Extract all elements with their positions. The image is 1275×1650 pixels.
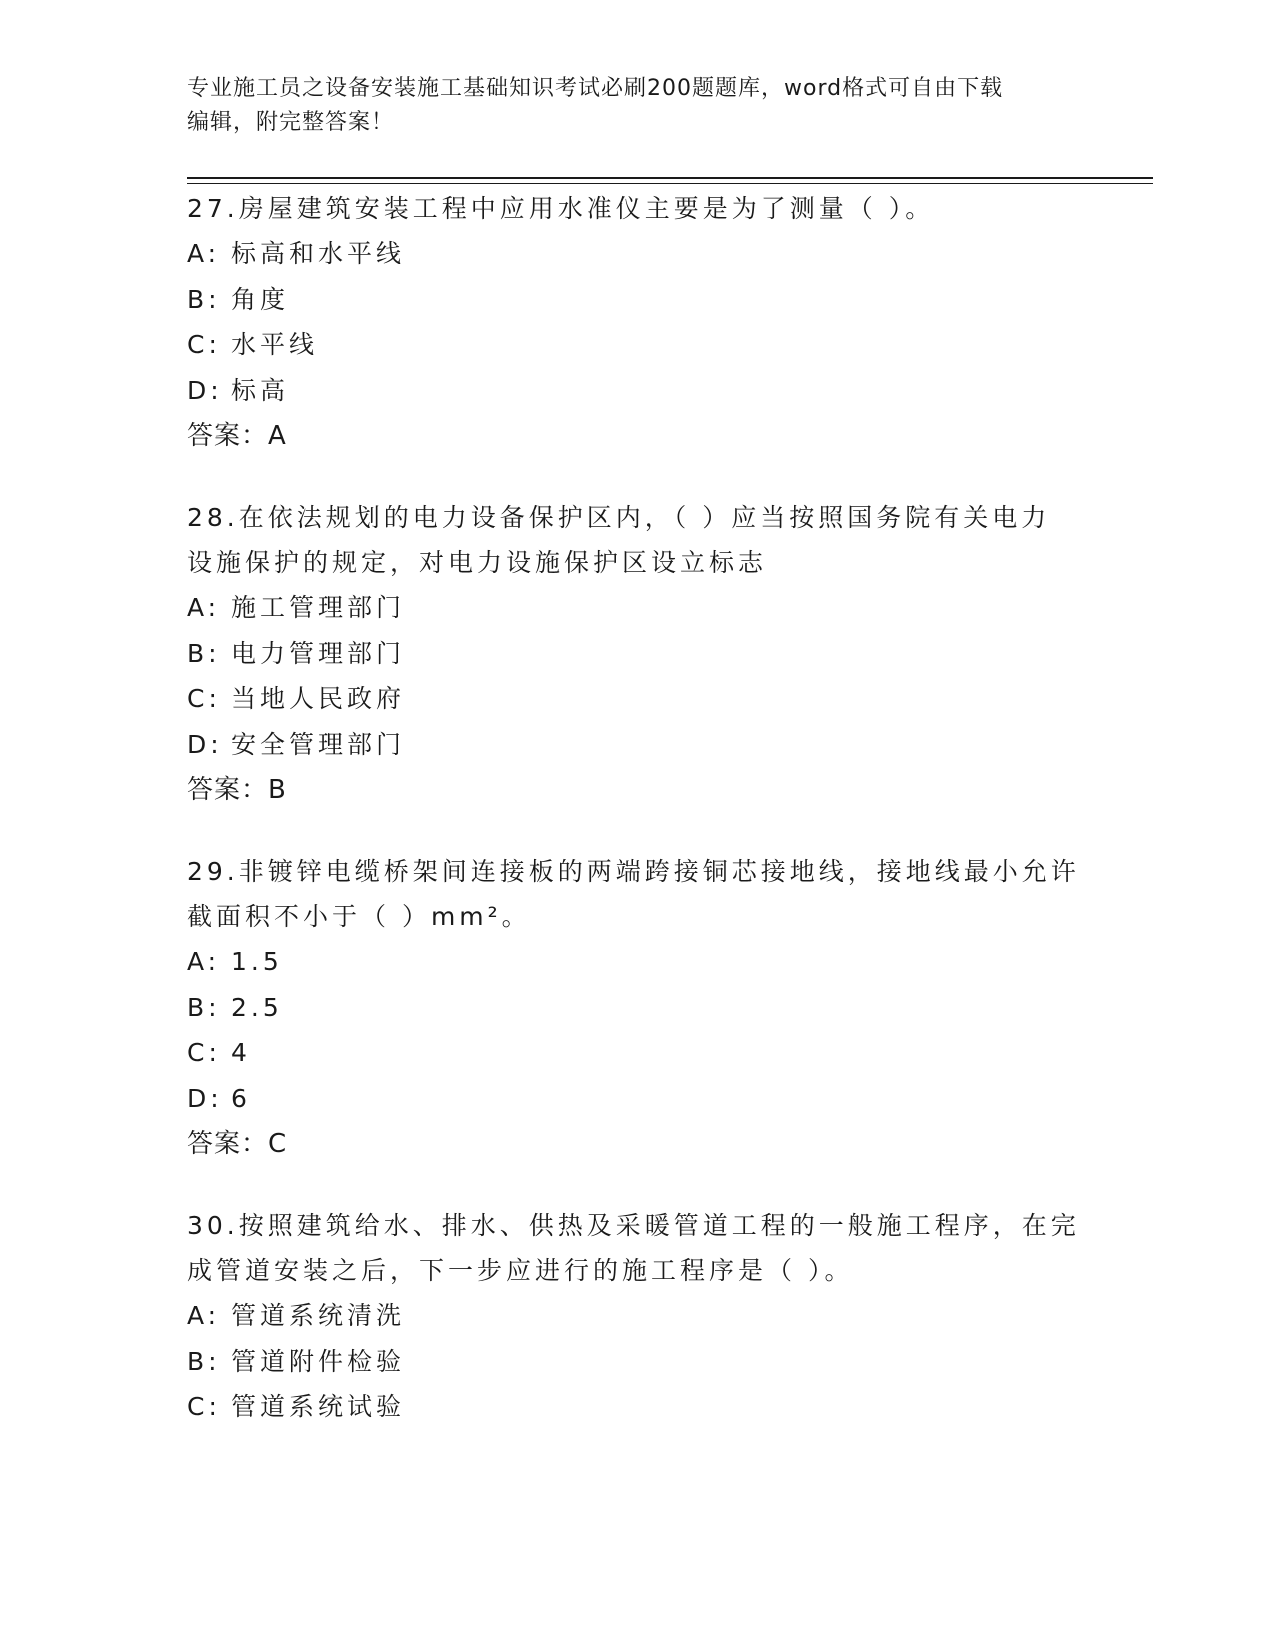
option-letter: A: bbox=[187, 947, 221, 976]
option-text: 管道附件检验 bbox=[231, 1346, 406, 1376]
question-stem-continued: 设施保护的规定，对电力设施保护区设立标志 bbox=[187, 548, 768, 577]
option-letter: C: bbox=[187, 684, 221, 713]
document-header bbox=[187, 72, 1067, 140]
option-letter: B: bbox=[187, 1346, 221, 1376]
header-rule-thin bbox=[187, 183, 1153, 184]
header-line-1: 专业施工员之设备安装施工基础知识考试必刷200题题库，word格式可自由下载 bbox=[187, 76, 1004, 101]
option-text: 安全管理部门 bbox=[231, 729, 406, 759]
question-list bbox=[187, 186, 1087, 1466]
option-letter: B: bbox=[187, 638, 221, 668]
option-a bbox=[187, 585, 1087, 631]
question-stem-continued: 成管道安装之后，下一步应进行的施工程序是（ ）。 bbox=[187, 1256, 854, 1285]
answer-label: 答案： bbox=[187, 1129, 269, 1159]
option-letter: A: bbox=[187, 1301, 221, 1330]
option-a bbox=[187, 1293, 1087, 1339]
option-text: 4 bbox=[231, 1038, 251, 1067]
option-letter: B: bbox=[187, 992, 221, 1022]
option-text: 角度 bbox=[231, 284, 290, 314]
option-letter: D: bbox=[187, 729, 223, 759]
option-text: 电力管理部门 bbox=[231, 638, 406, 668]
option-b bbox=[187, 631, 1087, 677]
option-a bbox=[187, 939, 1087, 985]
option-d bbox=[187, 1076, 1087, 1122]
question-29 bbox=[187, 849, 1087, 1167]
option-letter: C: bbox=[187, 330, 221, 359]
option-letter: D: bbox=[187, 1083, 223, 1113]
option-d bbox=[187, 722, 1087, 768]
option-letter: A: bbox=[187, 239, 221, 268]
option-c bbox=[187, 1030, 1087, 1076]
option-b bbox=[187, 1339, 1087, 1385]
option-b bbox=[187, 985, 1087, 1031]
option-d bbox=[187, 368, 1087, 414]
question-stem: 28.在依法规划的电力设备保护区内，（ ）应当按照国务院有关电力 bbox=[187, 503, 1051, 532]
option-c bbox=[187, 676, 1087, 722]
answer-value: A bbox=[268, 421, 287, 451]
option-letter: B: bbox=[187, 284, 221, 314]
question-28 bbox=[187, 495, 1087, 813]
option-text: 标高和水平线 bbox=[231, 239, 406, 268]
option-letter: A: bbox=[187, 593, 221, 622]
answer-line bbox=[187, 1121, 1087, 1167]
answer-line bbox=[187, 413, 1087, 459]
option-letter: C: bbox=[187, 1392, 221, 1421]
header-line-2: 编辑，附完整答案！ bbox=[187, 110, 395, 135]
option-text: 水平线 bbox=[231, 330, 319, 359]
question-stem: 27.房屋建筑安装工程中应用水准仪主要是为了测量（ ）。 bbox=[187, 194, 935, 223]
option-text: 1.5 bbox=[231, 947, 283, 976]
option-text: 标高 bbox=[231, 375, 290, 405]
option-letter: C: bbox=[187, 1038, 221, 1067]
header-rule-thick bbox=[187, 177, 1153, 179]
option-text: 当地人民政府 bbox=[231, 684, 406, 713]
option-letter: D: bbox=[187, 375, 223, 405]
option-b bbox=[187, 277, 1087, 323]
option-text: 施工管理部门 bbox=[231, 593, 406, 622]
option-c bbox=[187, 322, 1087, 368]
option-a bbox=[187, 231, 1087, 277]
option-text: 6 bbox=[231, 1083, 251, 1113]
question-27 bbox=[187, 186, 1087, 459]
answer-label: 答案： bbox=[187, 775, 269, 805]
option-text: 管道系统试验 bbox=[231, 1392, 406, 1421]
answer-label: 答案： bbox=[187, 421, 269, 451]
answer-line bbox=[187, 767, 1087, 813]
option-text: 管道系统清洗 bbox=[231, 1301, 406, 1330]
question-stem: 30.按照建筑给水、排水、供热及采暖管道工程的一般施工程序，在完 bbox=[187, 1211, 1080, 1240]
question-stem: 29.非镀锌电缆桥架间连接板的两端跨接铜芯接地线，接地线最小允许 bbox=[187, 857, 1080, 886]
answer-value: C bbox=[268, 1129, 288, 1159]
option-text: 2.5 bbox=[231, 992, 283, 1022]
answer-value: B bbox=[268, 775, 287, 805]
option-c bbox=[187, 1384, 1087, 1430]
question-30 bbox=[187, 1203, 1087, 1430]
question-stem-continued: 截面积不小于（ ）mm²。 bbox=[187, 902, 531, 931]
